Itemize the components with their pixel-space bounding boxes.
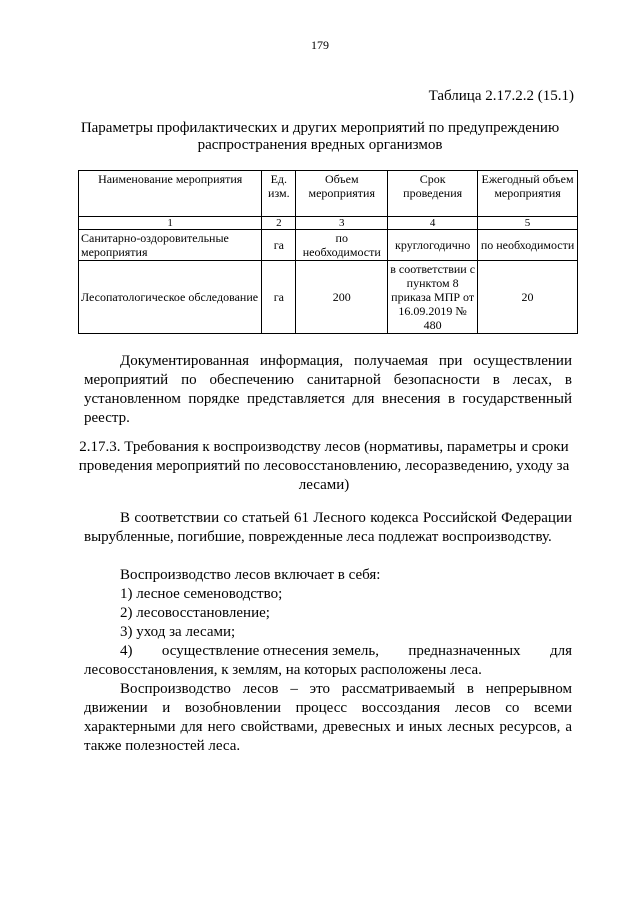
- table-cell: по необходимости: [296, 230, 388, 261]
- table-header-row: [79, 171, 578, 217]
- index-cell: 3: [296, 217, 388, 230]
- parameters-table: [78, 170, 578, 334]
- table-index-row: [79, 217, 578, 230]
- list-item-4-word: 4): [120, 643, 133, 659]
- list-intro: Воспроизводство лесов включает в себя:: [120, 567, 381, 583]
- list-item-4-word: для: [549, 643, 572, 659]
- header-cell: Ед. изм.: [262, 171, 296, 217]
- index-cell: 2: [262, 217, 296, 230]
- list-item-4-word: предназначенных: [408, 643, 521, 659]
- table-row: [79, 230, 578, 261]
- table-cell: Санитарно-оздоровительные мероприятия: [79, 230, 262, 261]
- table-cell: Лесопатологическое обследование: [79, 261, 262, 334]
- paragraph-forest-code: В соответствии со статьей 61 Лесного кодекса Российской Федерации вырубленные, погибшие, поврежденные леса подлежат воспроизводству.: [84, 510, 572, 545]
- list-item: 2) лесовосстановление;: [120, 605, 270, 621]
- table-cell: в соответствии с пунктом 8 приказа МПР от 16.09.2019 № 480: [388, 261, 478, 334]
- table-cell: по необходимости: [478, 230, 578, 261]
- paragraph-reproduction-definition: Воспроизводство лесов – это рассматриваемый в непрерывном движении и возобновлении процесс воссоздания лесов со всеми характерными для него свойствами, древесных и иных лесных ресурсов, а также полезностей леса.: [84, 681, 572, 754]
- header-cell: Наименование мероприятия: [79, 171, 262, 217]
- list-item-4: [84, 642, 572, 680]
- index-cell: 1: [79, 217, 262, 230]
- table-id: Таблица 2.17.2.2 (15.1): [428, 88, 574, 104]
- table-row: [79, 261, 578, 334]
- table-cell: га: [262, 261, 296, 334]
- header-cell: Срок проведения: [388, 171, 478, 217]
- index-cell: 5: [478, 217, 578, 230]
- table-title: Параметры профилактических и других мероприятий по предупреждению распространения вредных организмов: [80, 120, 560, 153]
- list-item-4-continuation: лесовосстановления, к землям, на которых расположены леса.: [84, 662, 482, 678]
- table-cell: 20: [478, 261, 578, 334]
- table-cell: га: [262, 230, 296, 261]
- index-cell: 4: [388, 217, 478, 230]
- list-item: 1) лесное семеноводство;: [120, 586, 283, 602]
- list-item-4-word: осуществление отнесения земель,: [161, 643, 379, 659]
- header-cell: Объем мероприятия: [296, 171, 388, 217]
- list-item: 3) уход за лесами;: [120, 624, 236, 640]
- page-number: 179: [311, 38, 329, 52]
- paragraph-sanitary-info: Документированная информация, получаемая при осуществлении мероприятий по обеспечению санитарной безопасности в лесах, в установленном порядке представляется для внесения в государственный реестр.: [84, 353, 572, 426]
- table-cell: круглогодично: [388, 230, 478, 261]
- header-cell: Ежегодный объем мероприятия: [478, 171, 578, 217]
- section-heading: 2.17.3. Требования к воспроизводству лесов (нормативы, параметры и сроки проведения мероприятий по лесовосстановлению, лесоразведению, уходу за лесами): [78, 439, 570, 493]
- table-cell: 200: [296, 261, 388, 334]
